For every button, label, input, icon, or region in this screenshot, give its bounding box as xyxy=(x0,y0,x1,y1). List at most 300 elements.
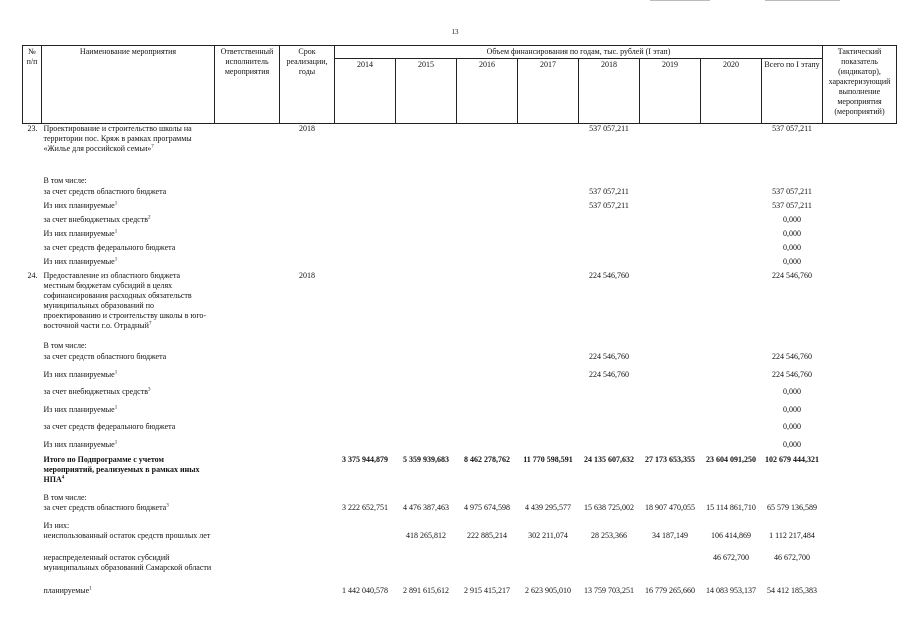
row-year-value xyxy=(701,176,762,187)
row-year-value: 537 057,211 xyxy=(589,200,629,210)
row-year-value: 14 083 953,137 xyxy=(706,585,756,595)
row-year-value xyxy=(640,187,701,201)
row-year-value xyxy=(335,176,396,187)
row-year-value xyxy=(396,201,457,215)
row-executor xyxy=(215,586,280,600)
row-year-value: 8 462 278,762 xyxy=(464,454,510,464)
row-index xyxy=(23,229,42,243)
header-year: 2019 xyxy=(640,59,701,124)
row-term xyxy=(280,341,335,352)
row-year-value xyxy=(396,405,457,422)
footnote-mark: 7 xyxy=(151,144,154,150)
footnote-mark: 1 xyxy=(114,200,118,206)
row-name-text: Из них: xyxy=(43,520,70,530)
row-indicator xyxy=(823,229,897,243)
row-name xyxy=(42,215,215,229)
row-indicator xyxy=(823,521,897,531)
row-term xyxy=(280,405,335,422)
row-year-value xyxy=(396,176,457,187)
footnote-mark: 1 xyxy=(114,228,118,234)
row-name xyxy=(42,257,215,271)
footnote-mark: 1 xyxy=(89,585,92,591)
row-year-value xyxy=(335,521,396,531)
row-year-value xyxy=(701,341,762,352)
row-year-value: 46 672,700 xyxy=(713,552,749,562)
row-executor xyxy=(215,257,280,271)
table-body xyxy=(23,124,897,600)
row-total: 224 546,760 xyxy=(772,369,812,379)
row-total: 537 057,211 xyxy=(772,124,812,133)
row-index xyxy=(23,352,42,370)
top-rule xyxy=(765,0,840,1)
table-row xyxy=(23,187,897,201)
row-year-value: 2 915 415,217 xyxy=(464,585,510,595)
row-name-text: В том числе: xyxy=(43,340,87,350)
row-name xyxy=(42,455,215,493)
row-indicator xyxy=(823,352,897,370)
row-year-value xyxy=(396,229,457,243)
table-row xyxy=(23,440,897,455)
row-term xyxy=(280,201,335,215)
row-year-value xyxy=(579,493,640,503)
table-row xyxy=(23,370,897,387)
row-name-text: Проектирование и строительство школы на территории пос. Кряж в рамках программы «Жилье для российской семьи» xyxy=(43,124,192,153)
row-year-value xyxy=(701,352,762,370)
row-indicator xyxy=(823,201,897,215)
row-total: 0,000 xyxy=(783,439,801,449)
header-total: Всего по I этапу xyxy=(762,59,823,124)
row-year-value: 1 442 040,578 xyxy=(342,585,388,595)
row-total: 0,000 xyxy=(783,228,801,238)
row-year-value xyxy=(457,405,518,422)
row-year-value xyxy=(457,243,518,257)
row-year-value xyxy=(457,352,518,370)
row-indicator xyxy=(823,370,897,387)
row-year-value xyxy=(701,243,762,257)
row-name xyxy=(42,352,215,370)
row-year-value xyxy=(335,553,396,586)
row-year-value xyxy=(335,124,396,176)
table-row xyxy=(23,176,897,187)
row-name xyxy=(42,503,215,521)
row-year-value xyxy=(457,271,518,341)
row-term xyxy=(280,257,335,271)
row-year-value xyxy=(335,422,396,440)
row-name-text: за счет средств областного бюджета xyxy=(43,186,167,196)
row-name-text: за счет средств областного бюджета xyxy=(43,502,167,512)
row-index xyxy=(23,187,42,201)
row-executor xyxy=(215,201,280,215)
row-year-value xyxy=(457,440,518,455)
row-year-value xyxy=(518,553,579,586)
row-name-text: Из них планируемые xyxy=(43,439,115,449)
header-indicator: Тактический показатель (индикатор), характеризующий выполнение мероприятия (мероприятий) xyxy=(823,46,897,124)
row-name xyxy=(42,124,215,176)
row-year-value: 27 173 653,355 xyxy=(645,454,695,464)
top-rule xyxy=(650,0,710,1)
row-name xyxy=(42,422,215,440)
row-index xyxy=(23,553,42,586)
row-year-value xyxy=(518,493,579,503)
row-executor xyxy=(215,503,280,521)
header-year: 2014 xyxy=(335,59,396,124)
row-index xyxy=(23,405,42,422)
row-year-value xyxy=(579,341,640,352)
row-index xyxy=(23,370,42,387)
row-year-value xyxy=(457,124,518,176)
row-year-value xyxy=(701,405,762,422)
row-year-value xyxy=(579,257,640,271)
row-index xyxy=(23,201,42,215)
table-row xyxy=(23,455,897,493)
row-year-value xyxy=(701,493,762,503)
row-total: 65 579 136,589 xyxy=(767,502,817,512)
header-num: № п/п xyxy=(23,46,42,124)
row-total: 46 672,700 xyxy=(774,552,810,562)
footnote-mark: 4 xyxy=(61,474,65,480)
header-year: 2018 xyxy=(579,59,640,124)
table-row xyxy=(23,531,897,553)
row-year-value: 224 546,760 xyxy=(589,369,629,379)
row-name-text: планируемые xyxy=(43,585,90,595)
row-year-value xyxy=(701,187,762,201)
row-indicator xyxy=(823,257,897,271)
row-year-value xyxy=(701,370,762,387)
row-year-value xyxy=(579,422,640,440)
row-year-value xyxy=(335,531,396,553)
row-year-value xyxy=(396,352,457,370)
row-year-value xyxy=(457,521,518,531)
row-name-text: Из них планируемые xyxy=(43,200,115,210)
row-year-value xyxy=(579,387,640,405)
table-row xyxy=(23,229,897,243)
row-indicator xyxy=(823,586,897,600)
row-total xyxy=(762,176,823,187)
row-year-value xyxy=(701,521,762,531)
row-year-value: 24 135 607,632 xyxy=(584,454,634,464)
row-index xyxy=(23,257,42,271)
row-indicator xyxy=(823,271,897,341)
row-year-value: 28 253,366 xyxy=(591,530,627,540)
row-year-value xyxy=(457,553,518,586)
row-year-value xyxy=(640,341,701,352)
row-name-text: В том числе: xyxy=(43,492,87,502)
row-term xyxy=(280,176,335,187)
row-name xyxy=(42,531,215,553)
row-year-value xyxy=(640,176,701,187)
row-total: 0,000 xyxy=(783,421,801,431)
row-year-value xyxy=(640,422,701,440)
row-year-value xyxy=(457,422,518,440)
row-year-value xyxy=(579,521,640,531)
row-term xyxy=(280,553,335,586)
row-year-value xyxy=(518,521,579,531)
row-indicator xyxy=(823,405,897,422)
footnote-mark: 3 xyxy=(166,502,169,508)
header-term: Срок реализации, годы xyxy=(280,46,335,124)
row-year-value xyxy=(457,370,518,387)
row-year-value xyxy=(335,493,396,503)
row-term xyxy=(280,187,335,201)
row-year-value: 302 211,074 xyxy=(528,530,568,540)
row-year-value xyxy=(457,493,518,503)
row-year-value xyxy=(457,257,518,271)
row-indicator xyxy=(823,215,897,229)
row-year-value xyxy=(518,271,579,341)
row-year-value xyxy=(518,243,579,257)
row-year-value xyxy=(335,271,396,341)
row-name-text: Предоставление из областного бюджета местным бюджетам субсидий в целях софинансирования расходных обязательств муниципальных образований по проектированию и строительству школы в юго-восточной части г.о. Отрадный xyxy=(43,270,207,330)
row-year-value xyxy=(640,387,701,405)
row-term xyxy=(280,370,335,387)
row-year-value xyxy=(457,341,518,352)
table-row xyxy=(23,243,897,257)
row-year-value: 3 375 944,879 xyxy=(342,454,388,464)
row-index xyxy=(23,243,42,257)
row-executor xyxy=(215,341,280,352)
row-total: 102 679 444,321 xyxy=(765,454,819,464)
row-executor xyxy=(215,455,280,493)
row-indicator xyxy=(823,387,897,405)
row-total: 0,000 xyxy=(783,214,801,224)
row-year-value xyxy=(518,387,579,405)
row-index xyxy=(23,521,42,531)
row-year-value xyxy=(335,257,396,271)
row-name-text: Из них планируемые xyxy=(43,228,115,238)
row-name-text: Итого по Подпрограмме с учетом мероприятий, реализуемых в рамках иных НПА xyxy=(43,454,200,484)
table-row xyxy=(23,422,897,440)
row-total: 224 546,760 xyxy=(772,351,812,361)
row-year-value xyxy=(518,405,579,422)
row-term xyxy=(280,521,335,531)
row-year-value: 4 439 295,577 xyxy=(525,502,571,512)
row-name xyxy=(42,229,215,243)
row-year-value xyxy=(457,201,518,215)
row-executor xyxy=(215,271,280,341)
row-year-value xyxy=(396,440,457,455)
row-year-value: 3 222 652,751 xyxy=(342,502,388,512)
row-year-value xyxy=(396,341,457,352)
row-total: 537 057,211 xyxy=(772,186,812,196)
row-year-value xyxy=(701,124,762,176)
row-year-value xyxy=(518,257,579,271)
row-total: 0,000 xyxy=(783,256,801,266)
row-term xyxy=(280,387,335,405)
row-year-value xyxy=(396,124,457,176)
row-year-value: 537 057,211 xyxy=(589,186,629,196)
row-year-value xyxy=(518,422,579,440)
row-total: 1 112 217,484 xyxy=(769,530,815,540)
row-name-text: нераспределенный остаток субсидий муниципальных образований Самарской области xyxy=(43,552,212,572)
row-year-value xyxy=(396,387,457,405)
row-year-value: 224 546,760 xyxy=(589,351,629,361)
row-year-value xyxy=(579,215,640,229)
row-year-value xyxy=(335,352,396,370)
row-year-value: 4 476 387,463 xyxy=(403,502,449,512)
row-year-value xyxy=(518,229,579,243)
row-year-value xyxy=(518,201,579,215)
table-row xyxy=(23,215,897,229)
page-number: 13 xyxy=(451,28,459,36)
row-index xyxy=(23,531,42,553)
table-row xyxy=(23,271,897,341)
row-name xyxy=(42,553,215,586)
row-year-value: 4 975 674,598 xyxy=(464,502,510,512)
table-row xyxy=(23,201,897,215)
row-year-value xyxy=(640,521,701,531)
row-year-value xyxy=(335,229,396,243)
row-index xyxy=(23,422,42,440)
row-year-value xyxy=(701,257,762,271)
row-year-value xyxy=(335,243,396,257)
row-year-value xyxy=(518,352,579,370)
row-executor xyxy=(215,352,280,370)
table-row xyxy=(23,352,897,370)
row-year-value xyxy=(396,215,457,229)
row-name-text: Из них планируемые xyxy=(43,404,115,414)
row-year-value: 15 114 861,710 xyxy=(706,502,756,512)
row-term xyxy=(280,243,335,257)
row-year-value xyxy=(335,387,396,405)
table-row xyxy=(23,405,897,422)
row-year-value xyxy=(396,422,457,440)
row-indicator xyxy=(823,341,897,352)
row-index xyxy=(23,387,42,405)
row-year-value xyxy=(579,440,640,455)
table-row xyxy=(23,341,897,352)
row-name-text: за счет внебюджетных средств xyxy=(43,214,149,224)
header-year: 2015 xyxy=(396,59,457,124)
funding-table xyxy=(22,45,897,600)
row-term xyxy=(280,229,335,243)
row-year-value: 23 604 091,250 xyxy=(706,454,756,464)
row-year-value xyxy=(518,176,579,187)
row-year-value xyxy=(518,370,579,387)
row-term xyxy=(280,440,335,455)
footnote-mark: 2 xyxy=(148,214,151,220)
row-year-value xyxy=(640,352,701,370)
row-year-value xyxy=(640,215,701,229)
row-total: 537 057,211 xyxy=(772,200,812,210)
row-index xyxy=(23,176,42,187)
footnote-mark: 1 xyxy=(114,404,118,410)
row-year-value xyxy=(457,387,518,405)
row-executor xyxy=(215,422,280,440)
row-year-value xyxy=(335,341,396,352)
row-year-value xyxy=(701,387,762,405)
row-year-value xyxy=(518,341,579,352)
row-executor xyxy=(215,405,280,422)
footnote-mark: 3 xyxy=(148,386,151,392)
row-name xyxy=(42,440,215,455)
table-row xyxy=(23,124,897,176)
row-term xyxy=(280,455,335,493)
row-year-value: 16 779 265,660 xyxy=(645,585,695,595)
row-name xyxy=(42,243,215,257)
row-year-value xyxy=(640,440,701,455)
row-year-value: 15 638 725,002 xyxy=(584,502,634,512)
row-year-value xyxy=(518,187,579,201)
row-indicator xyxy=(823,243,897,257)
row-year-value xyxy=(579,176,640,187)
row-year-value xyxy=(518,124,579,176)
row-name xyxy=(42,493,215,503)
row-total: 224 546,760 xyxy=(772,270,812,280)
footnote-mark: 1 xyxy=(114,369,118,375)
row-year-value xyxy=(396,521,457,531)
header-year: 2020 xyxy=(701,59,762,124)
row-year-value: 222 885,214 xyxy=(467,530,507,540)
row-executor xyxy=(215,187,280,201)
row-year-value xyxy=(640,257,701,271)
row-year-value: 224 546,760 xyxy=(589,270,629,280)
table-row xyxy=(23,493,897,503)
row-year-value xyxy=(640,493,701,503)
row-name xyxy=(42,187,215,201)
row-year-value xyxy=(396,553,457,586)
row-name-text: В том числе: xyxy=(43,175,87,185)
row-year-value xyxy=(579,405,640,422)
row-index xyxy=(23,440,42,455)
row-indicator xyxy=(823,187,897,201)
row-year-value xyxy=(701,229,762,243)
row-name xyxy=(42,341,215,352)
row-year-value xyxy=(396,370,457,387)
row-executor xyxy=(215,493,280,503)
row-total: 0,000 xyxy=(783,386,801,396)
row-year-value xyxy=(640,405,701,422)
row-year-value xyxy=(640,201,701,215)
table-row xyxy=(23,586,897,600)
row-name-text: Из них планируемые xyxy=(43,369,115,379)
row-total: 0,000 xyxy=(783,242,801,252)
row-index xyxy=(23,503,42,521)
row-name xyxy=(42,370,215,387)
header-name: Наименование мероприятия xyxy=(42,46,215,124)
row-year-value: 18 907 470,055 xyxy=(645,502,695,512)
row-year-value: 106 414,869 xyxy=(711,530,751,540)
row-total xyxy=(762,493,823,503)
row-year-value xyxy=(335,187,396,201)
row-term xyxy=(280,215,335,229)
row-name-text: за счет внебюджетных средств xyxy=(43,386,149,396)
footnote-mark: 7 xyxy=(148,320,152,326)
row-indicator xyxy=(823,440,897,455)
table-row xyxy=(23,257,897,271)
row-index: 23. xyxy=(27,124,38,133)
row-year-value xyxy=(396,243,457,257)
row-executor xyxy=(215,229,280,243)
row-indicator xyxy=(823,455,897,493)
row-index xyxy=(23,215,42,229)
row-executor xyxy=(215,553,280,586)
row-name xyxy=(42,271,215,341)
row-year-value: 11 770 598,591 xyxy=(523,454,573,464)
row-year-value xyxy=(335,201,396,215)
row-year-value xyxy=(396,187,457,201)
row-indicator xyxy=(823,124,897,176)
table-row xyxy=(23,553,897,586)
row-year-value xyxy=(457,215,518,229)
header-executor: Ответственный исполнитель мероприятия xyxy=(215,46,280,124)
row-year-value xyxy=(701,271,762,341)
row-executor xyxy=(215,521,280,531)
header-year: 2017 xyxy=(518,59,579,124)
row-name-text: за счет средств федерального бюджета xyxy=(43,421,176,431)
row-executor xyxy=(215,531,280,553)
row-name-text: неиспользованный остаток средств прошлых лет xyxy=(43,530,211,540)
row-index: 24. xyxy=(27,270,38,280)
